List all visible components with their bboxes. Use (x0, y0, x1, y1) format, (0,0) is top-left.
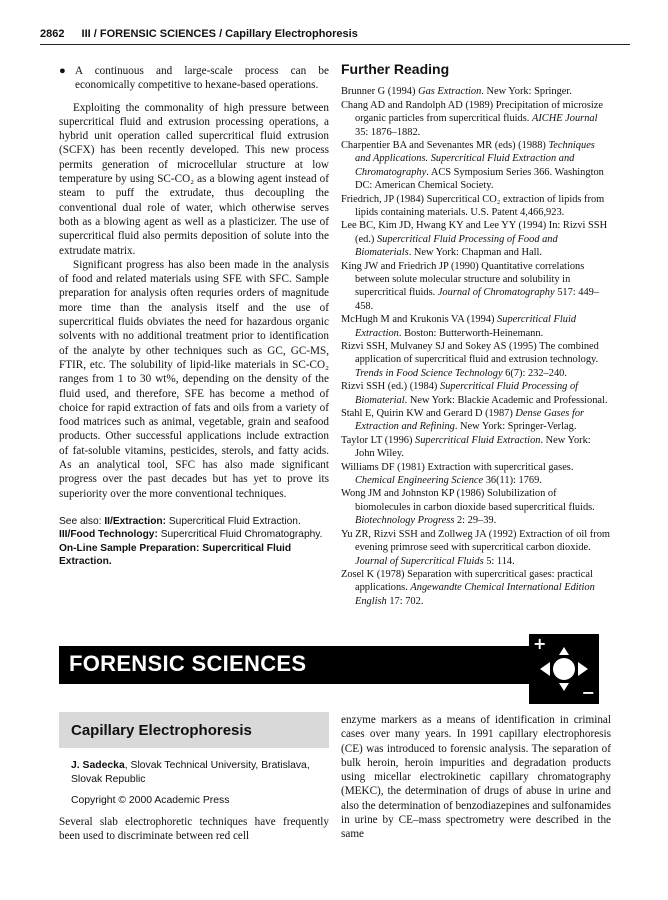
author-name: J. Sadecka (71, 760, 125, 771)
reference-text: McHugh M and Krukonis VA (1994) (341, 314, 498, 326)
see-also-link-food-technology[interactable]: III/Food Technology: (59, 529, 158, 541)
reference-item (341, 528, 611, 568)
left-column-top (59, 64, 329, 569)
minus-icon: − (581, 683, 595, 702)
reference-source: Angewandte Chemical International Edition English (355, 582, 595, 607)
running-title: III / FORENSIC SCIENCES / Capillary Electrophoresis (81, 28, 358, 40)
see-also-link-online-sample-prep[interactable]: On-Line Sample Preparation: Supercritical Fluid Extraction. (59, 542, 292, 568)
reference-details: . New York: Chapman and Hall. (408, 247, 543, 259)
reference-item (341, 487, 611, 527)
article-right-column (341, 713, 611, 842)
page-number: 2862 (40, 28, 65, 40)
author-info (71, 759, 331, 787)
reference-item (341, 313, 611, 340)
further-reading-title: Further Reading (341, 61, 450, 77)
reference-item (341, 193, 611, 220)
article-intro-left: Several slab electrophoretic techniques have frequently been used to discriminate between red cell (59, 816, 329, 843)
reference-details: 35: 1876–1882. (355, 126, 421, 138)
bullet-icon: ● (59, 65, 66, 77)
reference-text: Stahl E, Quirin KW and Gerard D (1987) (341, 408, 516, 420)
reference-details: . New York: John Wiley. (355, 434, 591, 460)
reference-source: AICHE Journal (531, 113, 598, 125)
reference-text: King JW and Friedrich JP (1990) Quantitative correlations between solute molecular structure and solubility in supercritical fluids. (341, 260, 585, 299)
plus-icon: + (533, 634, 547, 653)
article-title: Capillary Electrophoresis (71, 722, 252, 739)
reference-item (341, 568, 611, 608)
reference-item (341, 219, 611, 259)
reference-item (341, 139, 611, 193)
reference-source: Supercritical Fluid Processing of Food and Biomaterials (355, 233, 558, 259)
article-intro-right: enzyme markers as a means of identification in criminal cases over many years. In 1991 capillary electrophoresis (CE) was introduced to forensic analysis. The separation of bulk heroin, heroin impurities and degradation products using micellar electrokinetic capillary chromatography (MEKC), the determination of drugs of abuse in urine and also the determination of benzodiazepines and sulfonamides in urine by CE–mass spectrometry were described in the same (341, 714, 611, 841)
reference-details: 6(7): 232–240. (502, 367, 567, 379)
reference-details: 2: 29–39. (454, 515, 497, 527)
reference-source: Supercritical Fluid Processing of Biomaterial (355, 381, 579, 406)
reference-text: Rizvi SSH, Mulvaney SJ and Sokey AS (1995) The combined application of supercritical fluid and extrusion technology. (341, 341, 599, 366)
reference-text: Lee BC, Kim JD, Hwang KY and Lee YY (1994) In: Rizvi SSH (ed.) (341, 220, 608, 245)
section-banner (59, 646, 529, 684)
see-also-link-extraction[interactable]: II/Extraction: (104, 515, 167, 527)
reference-details: 5: 114. (483, 555, 515, 567)
reference-list (341, 85, 611, 608)
reference-details: 36(11): 1769. (483, 475, 542, 487)
reference-item (341, 461, 611, 488)
reference-source: Trends in Food Science Technology (355, 367, 503, 379)
reference-item (341, 260, 611, 314)
paragraph-analysis: Significant progress has also been made in the analysis of food and related materials using SFE with SFC. Sample preparation for analysis often requries orders of magnitude more time than the analysis itself and the use of supercritical fluids obviates the need for hazardous organic solvents with no additional treatment prior to identification of the analyte by other techniques such as GC, GC-MS, FTIR, etc. The solubility of lipid-like materials in SC-CO₂ ranges from 1 to 30 wt%, depending on the density of the fluid used, and therefore, SFE has become a method of choice for rapid extraction of fats and oils from a variety of food matrices such as animal, vegetable, grain and seafood products. Other successful applications include extraction of fat-soluble vitamins, pesticides, sterols, and fatty acids. As an analytical tool, SFC has also made significant progress over the past decades but has yet to prove its superiority over the more conventional techniques. (59, 258, 329, 500)
reference-details: . New York: Springer-Verlag. (454, 421, 577, 433)
reference-item (341, 434, 611, 461)
reference-source: Journal of Supercritical Fluids (355, 555, 484, 567)
section-logo (529, 634, 599, 704)
reference-item (341, 407, 611, 434)
reference-details: . ACS Symposium Series 366. Washington DC: American Chemical Society. (355, 166, 604, 192)
reference-source: Supercritical Fluid Extraction (355, 314, 577, 339)
running-header (40, 28, 630, 45)
reference-text: Yu ZR, Rizvi SSH and Zollweg JA (1992) Extraction of oil from evening primrose seed with supercritical carbon dioxide. (341, 528, 610, 554)
reference-source: Chemical Engineering Science (355, 475, 484, 487)
further-reading (341, 62, 611, 608)
reference-item (341, 85, 611, 98)
reference-text: Rizvi SSH (ed.) (1984) (341, 381, 440, 393)
reference-item (341, 99, 611, 139)
bullet-item (59, 64, 329, 93)
reference-item (341, 380, 611, 407)
reference-details: . Boston: Butterworth-Heinemann. (398, 327, 544, 339)
paragraph-scfx: Exploiting the commonality of high pressure between supercritical fluid and extrusion processing operations, a hybrid unit operation called supercritical fluid extrusion (SCFX) has been recently developed. This new process permits generation of microcellular structure at low temperature by using SC-CO₂ as a blowing agent instead of steam to puff the extrudate, thus decoupling the conventional dual role of water, which otherwise serves both as a blowing agent as well as a plasticizer. The use of supercritical fluid also permits deposition of solute into the extrudate matrix. (59, 101, 329, 257)
reference-text: Wong JM and Johnston KP (1986) Solubilization of biomolecules in carbon dioxide based supercritical fluids. (341, 488, 595, 513)
reference-source: Techniques and Applications. Supercritical Fluid Extraction and Chromatography (355, 139, 595, 178)
article-left-column (59, 815, 329, 844)
reference-source: Supercritical Fluid Extraction (415, 434, 541, 446)
see-also (59, 515, 329, 569)
see-also-text-food-technology: Supercritical Fluid Chromatography. (160, 529, 323, 541)
reference-text: Taylor LT (1996) (341, 434, 416, 446)
reference-details: 17: 702. (386, 595, 424, 607)
reference-text: Friedrich, JP (1984) Supercritical CO₂ extraction of lipids from lipids containing materials. U.S. Patent 4,466,923. (341, 193, 605, 218)
reference-text: Zosel K (1978) Separation with supercritical gases: practical applications. (341, 568, 593, 594)
author-affiliation: , Slovak Technical University, Bratislava, Slovak Republic (71, 760, 310, 785)
reference-source: Dense Gases for Extraction and Refining (355, 408, 585, 433)
reference-text: Williams DF (1981) Extraction with supercritical gases. (341, 461, 574, 473)
article-title-box (59, 712, 329, 748)
reference-source: Gas Extraction (418, 86, 482, 98)
reference-source: Journal of Chromatography (437, 287, 555, 299)
reference-item (341, 340, 611, 380)
reference-text: Brunner G (1994) (341, 86, 419, 98)
reference-source: Biotechnology Progress (355, 515, 455, 527)
copyright: Copyright © 2000 Academic Press (71, 795, 230, 806)
see-also-text-extraction: Supercritical Fluid Extraction. (168, 515, 301, 527)
section-title: FORENSIC SCIENCES (69, 651, 307, 676)
reference-details: . New York: Blackie Academic and Professional. (404, 394, 608, 406)
see-also-label: See also: (59, 515, 102, 527)
bullet-text: A continuous and large-scale process can be economically competitive to hexane-based operations. (75, 65, 329, 92)
reference-details: 517: 449–458. (355, 287, 600, 312)
reference-text: Chang AD and Randolph AD (1989) Precipitation of microsize organic particles from supercritical fluids. (341, 99, 604, 125)
reference-details: . New York: Springer. (481, 86, 572, 98)
reference-text: Charpentier BA and Sevenantes MR (eds) (1988) (341, 139, 549, 151)
